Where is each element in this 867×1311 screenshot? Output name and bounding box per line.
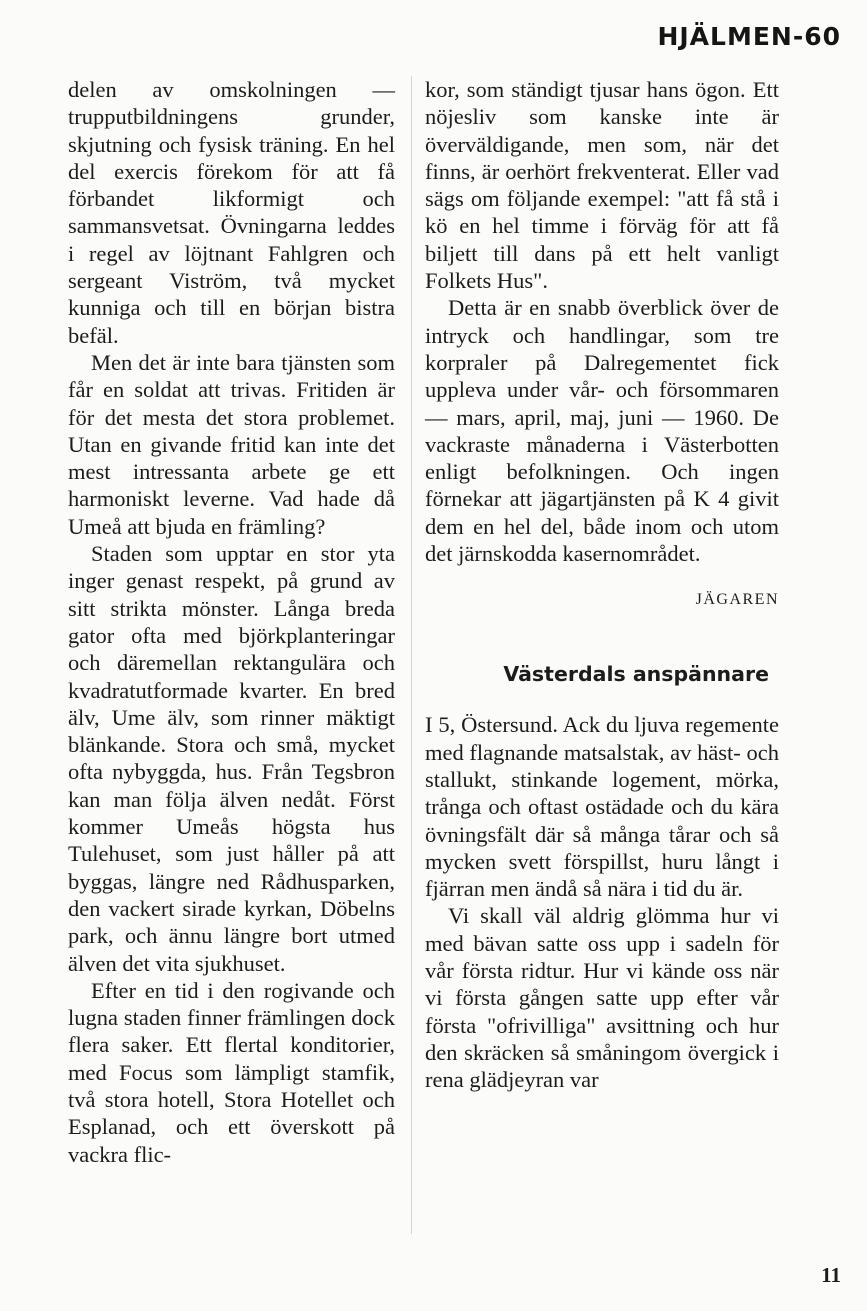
- left-paragraph-4: Efter en tid i den rogivande och lugna staden finner främlingen dock flera saker. Ett flertal konditorier, med Focus som lämpligt stamfik, två stora hotell, Stora Hotellet och Esplanad, och ett överskott på vackra flic-: [68, 977, 395, 1167]
- left-column: [68, 76, 395, 1168]
- left-paragraph-2: Men det är inte bara tjänsten som får en soldat att trivas. Fritiden är för det mesta det stora problemet. Utan en givande fritid kan inte det mest intressanta arbete ge ett harmoniskt leverne. Vad hade då Umeå att bjuda en främling?: [68, 349, 395, 539]
- column-divider: [411, 76, 412, 1234]
- page-number: 11: [821, 1263, 841, 1287]
- running-header: HJÄLMEN-60: [657, 22, 841, 51]
- left-paragraph-3: Staden som upptar en stor yta inger genast respekt, på grund av sitt strikta mönster. Långa breda gator ofta med björkplanteringar och däremellan rektangulära och kvadratutformade kvarter. En bred älv, Ume älv, som rinner mäktigt blänkande. Stora och små, mycket ofta nybyggda, hus. Från Tegsbron kan man följa älven nedåt. Först kommer Umeås högsta hus Tulehuset, som just håller på att byggas, längre ned Rådhusparken, den vackert sirade kyrkan, Döbelns park, och ännu längre bort utmed älven det vita sjukhuset.: [68, 541, 395, 976]
- section-paragraph-2: Vi skall väl aldrig glömma hur vi med bävan satte oss upp i sadeln för vår första ridtur. Hur vi kände oss när vi första gången satte upp efter vår första "ofrivilliga" avsittning och hur den skräcken så småningom övergick i rena glädjeyran var: [425, 903, 779, 1093]
- section-heading: Västerdals anspännare: [503, 662, 769, 687]
- right-paragraph-1: kor, som ständigt tjusar hans ögon. Ett nöjesliv som kanske inte är överväldigande, men som, när det finns, är oerhört frekventerat. Eller vad sägs om följande exempel: "att få stå i kö en hel timme i förväg för att få biljett till dans på ett helt vanligt Folkets Hus".: [425, 77, 779, 294]
- left-paragraph-1: delen av omskolningen — trupputbildningens grunder, skjutning och fysisk träning. En hel del exercis förekom för att få förbandet likformigt och sammansvetsat. Övningarna leddes i regel av löjtnant Fahlgren och sergeant Viström, två mycket kunniga och till en början bistra befäl.: [68, 77, 395, 348]
- right-paragraph-2: Detta är en snabb överblick över de intryck och handlingar, som tre korpraler på Dalregementet fick uppleva under vår- och försommaren — mars, april, maj, juni — 1960. De vackraste månaderna i Västerbotten enligt befolkningen. Och ingen förnekar att jägartjänsten på K 4 givit dem en hel del, både inom och utom det järnskodda kasernområdet.: [425, 295, 779, 567]
- section-paragraph-1: I 5, Östersund. Ack du ljuva regemente med flagnande matsalstak, av häst- och stallukt, stinkande logement, mörka, trånga och oftast ostädade och du kära övningsfält där så många tårar och så mycken svett förspillst, huru långt i fjärran men ändå så nära i tid du är.: [425, 712, 779, 902]
- author-signature: JÄGAREN: [695, 591, 779, 609]
- right-column: [425, 76, 779, 1094]
